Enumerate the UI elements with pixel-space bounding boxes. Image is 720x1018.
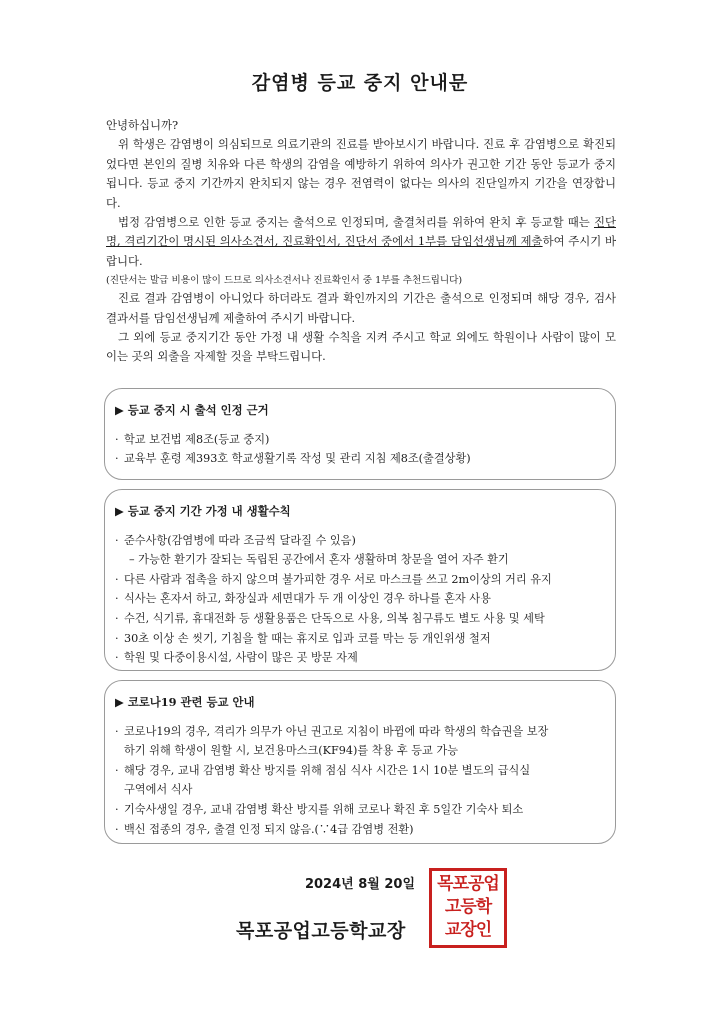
list-item: · 학교 보건법 제8조(등교 중지) (115, 432, 270, 446)
document-date: 2024년 8월 20일 (304, 877, 416, 892)
list-item: · 준수사항(감염병에 따라 조금씩 달라질 수 있음) (115, 533, 356, 547)
list-item: · 학원 및 다중이용시설, 사람이 많은 곳 방문 자제 (115, 651, 358, 665)
page-title: 감염병 등교 중지 안내문 (251, 72, 469, 94)
list-item: · 해당 경우, 교내 감염병 확산 방지를 위해 점심 식사 시간은 1시 10분 별도의 급식실 (115, 763, 531, 777)
covid-section (104, 680, 616, 844)
list-item: · 기숙사생일 경우, 교내 감염병 확산 방지를 위해 코로나 확진 후 5일간 기숙사 퇴소 (115, 802, 524, 816)
list-item-continuation: 구역에서 식사 (124, 783, 193, 797)
intro-text (106, 116, 616, 367)
p2-underlined: 진단명, 격리기간이 명시된 의사소견서, 진료확인서, 진단서 중에서 1부를 담임선생님께 제출 (106, 215, 616, 249)
note: (진단서는 발급 비용이 많이 드므로 의사소견서나 진료확인서 중 1부를 추천드립니다) (106, 275, 463, 287)
intro-paragraph-4: 그 외에 등교 중지기간 동안 가정 내 생활 수칙을 지켜 주시고 학교 외에도 학원이나 사람이 많이 모이는 곳의 외출을 자제할 것을 부탁드립니다. (106, 330, 616, 364)
intro-paragraph-2 (106, 213, 616, 271)
list-item-continuation: 하기 위해 학생이 원할 시, 보건용마스크(KF94)를 착용 후 등교 가능 (124, 744, 459, 758)
list-sub-item: – 가능한 환기가 잘되는 독립된 공간에서 혼자 생활하며 창문을 열어 자주 환기 (129, 553, 509, 567)
home-rules-section (104, 489, 616, 671)
school-principal: 목포공업고등학교장 (236, 920, 406, 942)
greeting: 안녕하십니까? (106, 118, 179, 132)
list-item: · 수건, 식기류, 휴대전화 등 생활용품은 단독으로 사용, 의복 침구류도 별도 사용 및 세탁 (115, 611, 545, 625)
p2-after: 하여 주시기 바랍니다. (106, 234, 616, 268)
list-item: · 다른 사람과 접촉을 하지 않으며 불가피한 경우 서로 마스크를 쓰고 2m이상의 거리 유지 (115, 572, 552, 586)
attendance-heading: ▶ 등교 중지 시 출석 인정 근거 (115, 403, 269, 417)
p2-before: 법정 감염병으로 인한 등교 중지는 출석으로 인정되며, 출결처리를 위하여 완치 후 등교할 때는 (118, 215, 594, 230)
list-item: · 식사는 혼자서 하고, 화장실과 세면대가 두 개 이상인 경우 하나를 혼자 사용 (115, 592, 491, 606)
list-item: · 교육부 훈령 제393호 학교생활기록 작성 및 관리 지침 제8조(출결상황) (115, 452, 471, 466)
official-seal: 목포공업 고등학 교장인 (429, 868, 507, 948)
intro-paragraph-3: 진료 결과 감염병이 아니었다 하더라도 결과 확인까지의 기간은 출석으로 인정되며 해당 경우, 검사결과서를 담임선생님께 제출하여 주시기 바랍니다. (106, 291, 616, 325)
home-rules-heading: ▶ 등교 중지 기간 가정 내 생활수칙 (115, 504, 291, 518)
list-item: · 백신 접종의 경우, 출결 인정 되지 않음.(∵4급 감염병 전환) (115, 822, 414, 836)
list-item: · 코로나19의 경우, 격리가 의무가 아닌 권고로 지침이 바뀜에 따라 학생의 학습권을 보장 (115, 724, 549, 738)
attendance-section (104, 388, 616, 480)
covid-heading: ▶ 코로나19 관련 등교 안내 (115, 695, 255, 709)
intro-paragraph-1: 위 학생은 감염병이 의심되므로 의료기관의 진료를 받아보시기 바랍니다. 진료 후 감염병으로 확진되었다면 본인의 질병 치유와 다른 학생의 감염을 예방하기 위하여 의사가 권고한 기간 동안 등교가 중지됩니다. 등교 중지 기간까지 완치되지 않는 경우 전염력이 없다는 의사의 진단일까지 기간을 연장합니다. (106, 137, 616, 210)
list-item: · 30초 이상 손 씻기, 기침을 할 때는 휴지로 입과 코를 막는 등 개인위생 철저 (115, 631, 491, 645)
